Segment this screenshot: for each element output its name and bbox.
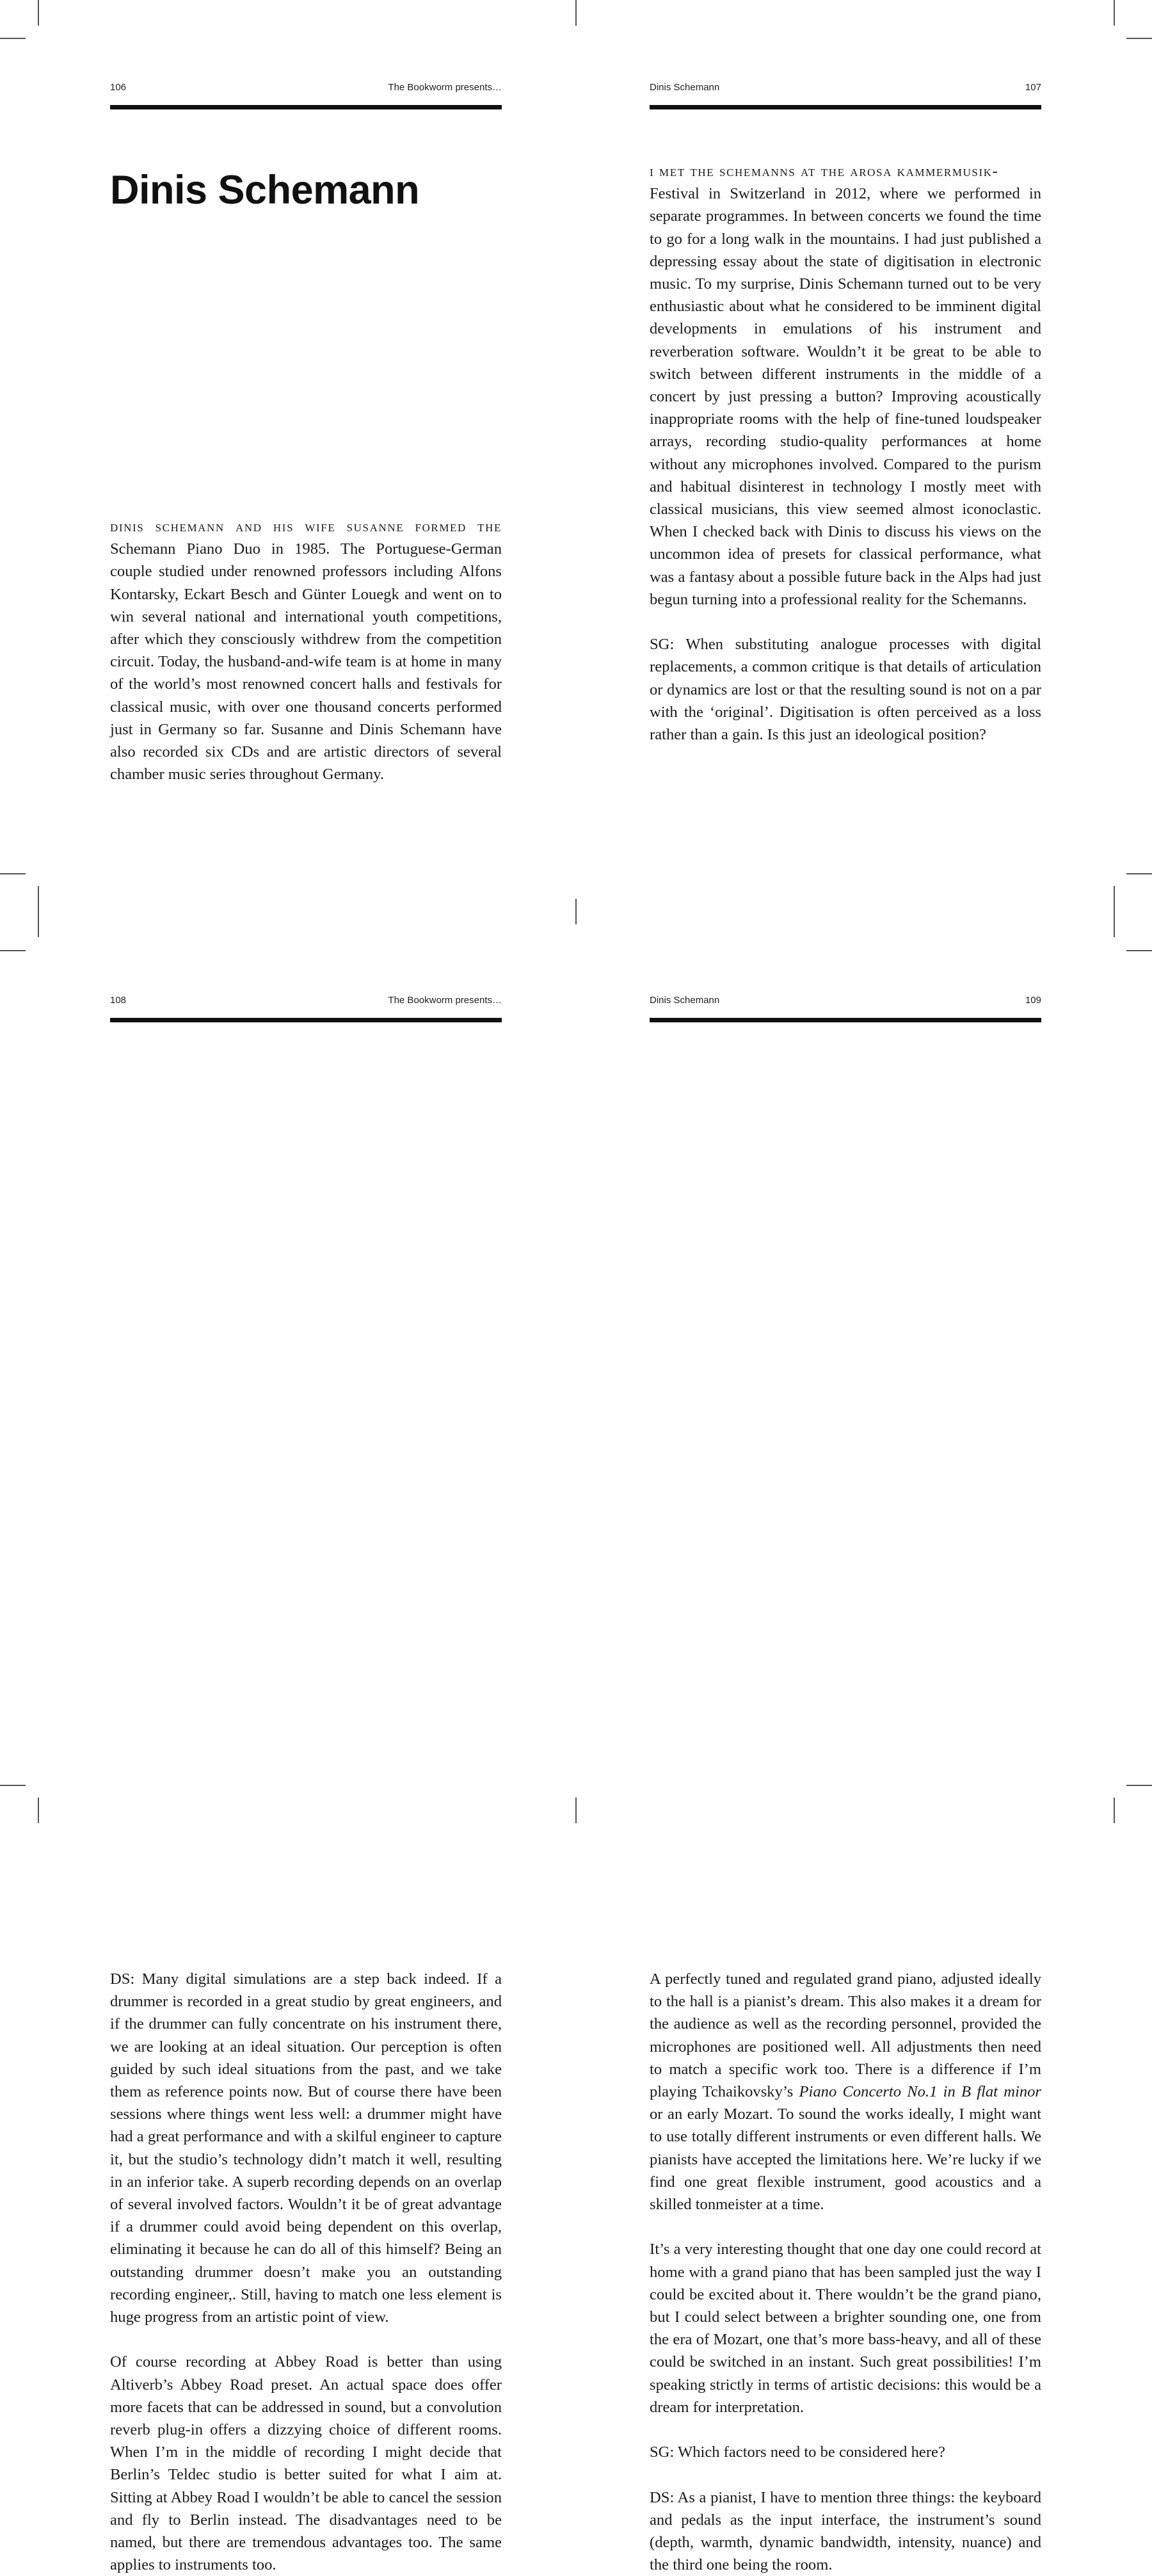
running-head-title: Dinis Schemann [650, 995, 720, 1006]
paragraph-body: Schemann Piano Duo in 1985. The Portuguese-German couple studied under renowned professors including Alfons Kontarsky, Eckart Besch and Günter Louegk and went on to win several national and international youth competitions, after which they consciously withdrew from the competition circuit. Today, the husband-and-wife team is at home in many of the world’s most renowned concert halls and festivals for classical music, with over one thousand concerts performed just in Germany so far. Susanne and Dinis Schemann have also recorded six CDs and are artistic directors of several chamber music series throughout Germany. [110, 540, 502, 784]
crop-mark [0, 873, 26, 874]
chapter-title: Dinis Schemann [110, 168, 420, 213]
header-rule [650, 1018, 1041, 1022]
crop-mark [575, 1798, 577, 1823]
paragraph-body: A perfectly tuned and regulated grand piano, adjusted ideally to the hall is a pianist’s dream. This also makes it a dream for the audience as well as the recording personnel, provided the microphones are positioned well. All adjustments then need to match a specific work too. There is a difference if I’m playing Tchaikovsky’s [650, 1970, 1041, 2101]
crop-mark [38, 1798, 39, 1823]
running-head-title: The Bookworm presents… [388, 995, 502, 1006]
intro-text [110, 515, 502, 785]
crop-mark [38, 0, 39, 26]
paragraph-body: Festival in Switzerland in 2012, where we performed in separate programmes. In between concerts we found the time to go for a long walk in the mountains. I had just published a depressing essay about the state of digitisation in electronic music. To my surprise, Dinis Schemann turned out to be very enthusiastic about what he considered to be imminent digital developments in emulations of his instrument and reverberation software. Wouldn’t it be great to be able to switch between different instruments in the middle of a concert by just pressing a button? Improving acoustically inappropriate rooms with the help of fine-tuned loudspeaker arrays, recording studio-quality performances at home without any microphones involved. Compared to the purism and habitual disinterest in technology I mostly meet with classical musicians, this view seemed almost iconoclastic. When I checked back with Dinis to discuss his views on the uncommon idea of presets for classical performance, what was a fantasy about a possible future back in the Alps had just begun turning into a professional reality for the Schemanns. [650, 185, 1041, 608]
intro-paragraph [110, 515, 502, 785]
paragraph-body: or an early Mozart. To sound the works ideally, I might want to use totally different instruments or even different halls. We pianists have accepted the limitations here. We’re lucky if we find one great flexible instrument, good acoustics and a skilled tonmeister at a time. [650, 2105, 1041, 2214]
paragraph [650, 160, 1041, 611]
crop-mark [1114, 0, 1115, 26]
body-text [650, 1968, 1041, 2576]
answer-paragraph: DS: As a pianist, I have to mention three things: the keyboard and pedals as the input interface, the instrument’s sound (depth, warmth, dynamic bandwidth, intensity, nuance) and the third one being the room. [650, 2488, 1041, 2574]
running-head-title: The Bookworm presents… [388, 82, 502, 93]
running-head [110, 82, 502, 97]
crop-mark [575, 0, 577, 26]
crop-mark [1126, 950, 1152, 951]
running-head [650, 82, 1041, 97]
running-head-title: Dinis Schemann [650, 82, 720, 93]
running-head [650, 995, 1041, 1010]
italic-work-title: Piano Concerto No.1 in B flat minor [799, 2083, 1041, 2101]
small-caps-lead: i met the schemanns at the arosa kammermusik- [650, 163, 999, 180]
folio: 107 [1025, 82, 1041, 93]
crop-mark [0, 38, 26, 39]
small-caps-lead: dinis schemann and his wife susanne formed the [110, 518, 502, 535]
question-paragraph: SG: Which factors need to be considered here? [650, 2443, 945, 2461]
crop-mark [1126, 38, 1152, 39]
paragraph: Of course recording at Abbey Road is better than using Altiverb’s Abbey Road preset. An actual space does offer more facets that can be addressed in sound, but a convolution reverb plug-in offers a dizzying choice of different rooms. When I’m in the middle of recording I might decide that Berlin’s Teldec studio is better suited for what I aim at. Sitting at Abbey Road I wouldn’t be able to cancel the session and fly to Berlin instead. The disadvantages need to be named, but there are tremendous advantages too. The same applies to instruments too. [110, 2353, 502, 2574]
crop-mark [1126, 1785, 1152, 1786]
body-text [650, 160, 1041, 746]
crop-mark [38, 886, 39, 937]
body-text [110, 1968, 502, 2576]
answer-paragraph: DS: Many digital simulations are a step back indeed. If a drummer is recorded in a great studio by great engineers, and if the drummer can fully concentrate on his instrument there, we are looking at an ideal situation. Our perception is often guided by such ideal situations from the past, and we take them as reference points now. But of course there have been sessions where things went less well: a drummer might have had a great performance and with a skilful engineer to capture it, but the studio’s technology didn’t match it well, resulting in an inferior take. A superb recording depends on an overlap of several involved factors. Wouldn’t it be of great advantage if a drummer could avoid being dependent on this overlap, eliminating it because he can do all of this himself? Being an outstanding drummer doesn’t make you an outstanding recording engineer,. Still, having to match one less element is huge progress from an artistic point of view. [110, 1970, 502, 2326]
folio: 108 [110, 995, 127, 1006]
paragraph [650, 1968, 1041, 2216]
crop-mark [1114, 886, 1115, 937]
crop-mark [1114, 1798, 1115, 1823]
running-head [110, 995, 502, 1010]
crop-mark [0, 950, 26, 951]
folio: 109 [1025, 995, 1041, 1006]
crop-mark [0, 1785, 26, 1786]
crop-mark [575, 899, 577, 924]
header-rule [110, 105, 502, 109]
crop-mark [1126, 873, 1152, 874]
header-rule [110, 1018, 502, 1022]
folio: 106 [110, 82, 127, 93]
paragraph: It’s a very interesting thought that one day one could record at home with a grand piano that has been sampled just the way I could be excited about it. There wouldn’t be the grand piano, but I could select between a brighter sounding one, one from the era of Mozart, one that’s more bass-heavy, and all of these could be switched in an instant. Such great possibilities! I’m speaking strictly in terms of artistic decisions: this would be a dream for interpretation. [650, 2241, 1041, 2416]
header-rule [650, 105, 1041, 109]
question-paragraph: SG: When substituting analogue processes with digital replacements, a common critique is that details of articulation or dynamics are lost or that the resulting sound is not on a par with the ‘original’. Digitisation is often perceived as a loss rather than a gain. Is this just an ideological position? [650, 636, 1041, 744]
